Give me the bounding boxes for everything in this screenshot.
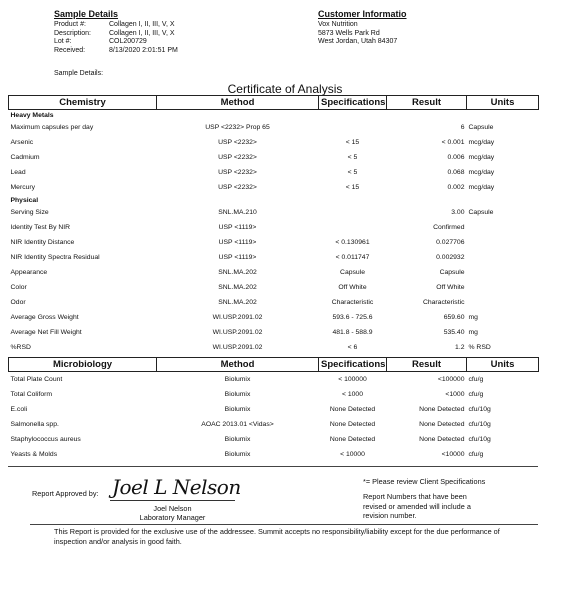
table-row bbox=[9, 295, 539, 310]
specification: < 15 bbox=[345, 184, 360, 191]
approval-label: Report Approved by: bbox=[32, 489, 99, 498]
table-row bbox=[9, 387, 539, 402]
result: 6 bbox=[460, 124, 465, 131]
result: < 0.001 bbox=[441, 139, 465, 146]
method: USP <2232> bbox=[218, 139, 257, 146]
test-name: Maximum capsules per day bbox=[10, 124, 94, 131]
specification: < 100000 bbox=[338, 376, 367, 383]
test-name: NIR Identity Spectra Residual bbox=[10, 254, 100, 261]
customer-street: 5873 Wells Park Rd bbox=[318, 29, 380, 37]
method: USP <2232> bbox=[218, 169, 257, 176]
result: 0.027706 bbox=[436, 239, 465, 246]
col-header-method: Method bbox=[157, 358, 319, 372]
customer-name: Vox Nutrition bbox=[318, 21, 358, 28]
method: USP <2232> bbox=[218, 184, 257, 191]
microbiology-header-row bbox=[9, 358, 539, 372]
customer-city: West Jordan, Utah 84307 bbox=[318, 38, 398, 46]
method: USP <1119> bbox=[218, 239, 257, 246]
sample-field-lot: Lot #: COL200729 bbox=[54, 38, 147, 46]
table-row bbox=[9, 135, 539, 150]
units: mcg/day bbox=[468, 184, 495, 191]
specification: < 10000 bbox=[340, 451, 365, 458]
section-title: Heavy Metals bbox=[10, 111, 54, 119]
specification: < 5 bbox=[347, 169, 358, 176]
result: 1.2 bbox=[455, 344, 465, 351]
specification: < 1000 bbox=[342, 391, 363, 398]
sample-field-product: Product #: Collagen I, II, III, V, X bbox=[54, 21, 175, 28]
table-row bbox=[9, 180, 539, 195]
test-name: E.coli bbox=[10, 406, 28, 413]
page-title: Certificate of Analysis bbox=[227, 82, 343, 96]
revision-note: Report Numbers that have been revised or amended will include a revision number. bbox=[363, 492, 471, 520]
signature: Joel L Nelson bbox=[112, 475, 241, 499]
customer-info bbox=[318, 9, 407, 47]
customer-address bbox=[318, 21, 407, 47]
divider bbox=[8, 466, 538, 467]
units bbox=[467, 295, 539, 310]
customer-info-title: Customer Informatio bbox=[318, 9, 407, 19]
result: <1000 bbox=[445, 391, 465, 398]
units: Capsule bbox=[468, 209, 494, 216]
table-row bbox=[9, 447, 539, 462]
specification: 481.8 - 588.9 bbox=[332, 329, 373, 336]
approver-block bbox=[110, 504, 235, 522]
result: 0.002 bbox=[447, 184, 465, 191]
footer-divider bbox=[30, 524, 538, 525]
units: mg bbox=[468, 329, 478, 336]
units bbox=[467, 220, 539, 235]
result: <10000 bbox=[441, 451, 465, 458]
table-row bbox=[9, 340, 539, 355]
specification: < 15 bbox=[345, 139, 360, 146]
test-name: Salmonella spp. bbox=[10, 421, 59, 428]
col-header-units: Units bbox=[467, 96, 539, 110]
result: Characteristic bbox=[422, 299, 465, 306]
result: None Detected bbox=[419, 421, 465, 428]
table-row bbox=[9, 280, 539, 295]
col-header-microbiology: Microbiology bbox=[9, 358, 157, 372]
units bbox=[467, 280, 539, 295]
sample-details-title: Sample Details bbox=[54, 9, 119, 19]
units: cfu/10g bbox=[468, 421, 491, 428]
result: Confirmed bbox=[433, 224, 465, 231]
method: SNL.MA.202 bbox=[218, 269, 257, 276]
col-header-method: Method bbox=[157, 96, 319, 110]
units: % RSD bbox=[468, 344, 491, 351]
table-row bbox=[9, 417, 539, 432]
microbiology-table bbox=[8, 357, 539, 462]
table-row bbox=[9, 150, 539, 165]
specification bbox=[319, 120, 387, 135]
method: Biolumix bbox=[224, 391, 251, 398]
method: WI.USP.2091.02 bbox=[212, 344, 263, 351]
method: SNL.MA.210 bbox=[218, 209, 257, 216]
units: cfu/g bbox=[468, 451, 484, 458]
units bbox=[467, 265, 539, 280]
specification: < 5 bbox=[347, 154, 358, 161]
test-name: NIR Identity Distance bbox=[10, 239, 75, 246]
specification: Off White bbox=[338, 284, 367, 291]
table-row bbox=[9, 372, 539, 388]
chemistry-table bbox=[8, 95, 539, 355]
approver-name: Joel Nelson bbox=[153, 504, 192, 513]
disclaimer: This Report is provided for the exclusive use of the addressee. Summit accepts no responsibility/liability except for the due performance of inspection and/or analysis in good faith. bbox=[54, 527, 500, 546]
specification: < 0.011747 bbox=[335, 254, 370, 261]
result: 0.002932 bbox=[436, 254, 465, 261]
test-name: %RSD bbox=[10, 344, 31, 351]
method: Biolumix bbox=[224, 406, 251, 413]
section-row bbox=[9, 195, 539, 205]
test-name: Arsenic bbox=[10, 139, 34, 146]
col-header-specifications: Specifications bbox=[319, 358, 387, 372]
col-header-units: Units bbox=[467, 358, 539, 372]
table-row bbox=[9, 325, 539, 340]
specification bbox=[319, 205, 387, 220]
table-row bbox=[9, 120, 539, 135]
test-name: Staphylococcus aureus bbox=[10, 436, 81, 443]
result: <100000 bbox=[437, 376, 465, 383]
test-name: Yeasts & Molds bbox=[10, 451, 58, 458]
table-row bbox=[9, 432, 539, 447]
specification: None Detected bbox=[329, 421, 376, 428]
units: Capsule bbox=[468, 124, 494, 131]
sample-details-label: Sample Details: bbox=[54, 70, 104, 77]
specification bbox=[319, 220, 387, 235]
specification: < 0.130961 bbox=[335, 239, 370, 246]
table-row bbox=[9, 235, 539, 250]
method: Biolumix bbox=[224, 436, 251, 443]
sample-field-description: Description: Collagen I, II, III, V, X bbox=[54, 29, 175, 37]
review-note: *= Please review Client Specifications bbox=[363, 477, 486, 486]
specification: Characteristic bbox=[331, 299, 374, 306]
test-name: Appearance bbox=[10, 269, 48, 276]
test-name: Average Net Fill Weight bbox=[10, 329, 82, 336]
method: USP <1119> bbox=[218, 254, 257, 261]
method: USP <2232> Prop 65 bbox=[205, 124, 270, 131]
test-name: Total Coliform bbox=[10, 391, 53, 398]
method: Biolumix bbox=[224, 451, 251, 458]
test-name: Identity Test By NIR bbox=[10, 224, 71, 231]
units bbox=[467, 235, 539, 250]
test-name: Average Gross Weight bbox=[10, 314, 79, 321]
result: 0.068 bbox=[447, 169, 465, 176]
units: mcg/day bbox=[468, 139, 495, 146]
table-row bbox=[9, 402, 539, 417]
col-header-result: Result bbox=[387, 358, 467, 372]
table-row bbox=[9, 310, 539, 325]
table-row bbox=[9, 265, 539, 280]
test-name: Odor bbox=[10, 299, 26, 306]
specification: None Detected bbox=[329, 406, 376, 413]
result: 0.006 bbox=[447, 154, 465, 161]
units: mcg/day bbox=[468, 154, 495, 161]
col-header-result: Result bbox=[387, 96, 467, 110]
section-row bbox=[9, 110, 539, 121]
approver-role: Laboratory Manager bbox=[139, 513, 206, 522]
sample-details bbox=[54, 9, 178, 55]
result: 659.60 bbox=[443, 314, 465, 321]
signature-line bbox=[110, 500, 235, 501]
test-name: Cadmium bbox=[10, 154, 40, 161]
result: Off White bbox=[436, 284, 465, 291]
table-row bbox=[9, 220, 539, 235]
col-header-chemistry: Chemistry bbox=[9, 96, 157, 110]
sample-field-received: Received: 8/13/2020 2:01:51 PM bbox=[54, 46, 178, 54]
units bbox=[467, 250, 539, 265]
method: USP <1119> bbox=[218, 224, 257, 231]
method: SNL.MA.202 bbox=[218, 284, 257, 291]
method: AOAC 2013.01 <Vidas> bbox=[201, 421, 274, 428]
method: WI.USP.2091.02 bbox=[212, 329, 263, 336]
method: Biolumix bbox=[224, 376, 251, 383]
test-name: Color bbox=[10, 284, 27, 291]
units: cfu/10g bbox=[468, 436, 491, 443]
table-row bbox=[9, 205, 539, 220]
units: cfu/g bbox=[468, 376, 484, 383]
test-name: Total Plate Count bbox=[10, 376, 63, 383]
table-row bbox=[9, 165, 539, 180]
specification: None Detected bbox=[329, 436, 376, 443]
result: None Detected bbox=[419, 436, 465, 443]
units: mcg/day bbox=[468, 169, 495, 176]
section-title: Physical bbox=[10, 196, 39, 204]
method: USP <2232> bbox=[218, 154, 257, 161]
table-row bbox=[9, 250, 539, 265]
units: cfu/10g bbox=[468, 406, 491, 413]
result: None Detected bbox=[419, 406, 465, 413]
result: 3.00 bbox=[451, 209, 465, 216]
units: cfu/g bbox=[468, 391, 484, 398]
result: 535.40 bbox=[443, 329, 465, 336]
col-header-specifications: Specifications bbox=[319, 96, 387, 110]
units: mg bbox=[468, 314, 478, 321]
test-name: Serving Size bbox=[10, 209, 49, 216]
sample-details-fields bbox=[54, 21, 178, 55]
result: Capsule bbox=[439, 269, 465, 276]
chemistry-header-row bbox=[9, 96, 539, 110]
specification: Capsule bbox=[340, 269, 365, 276]
test-name: Mercury bbox=[10, 184, 36, 191]
test-name: Lead bbox=[10, 169, 26, 176]
method: WI.USP.2091.02 bbox=[212, 314, 263, 321]
specification: 593.6 - 725.6 bbox=[332, 314, 373, 321]
specification: < 6 bbox=[347, 344, 358, 351]
method: SNL.MA.202 bbox=[218, 299, 257, 306]
